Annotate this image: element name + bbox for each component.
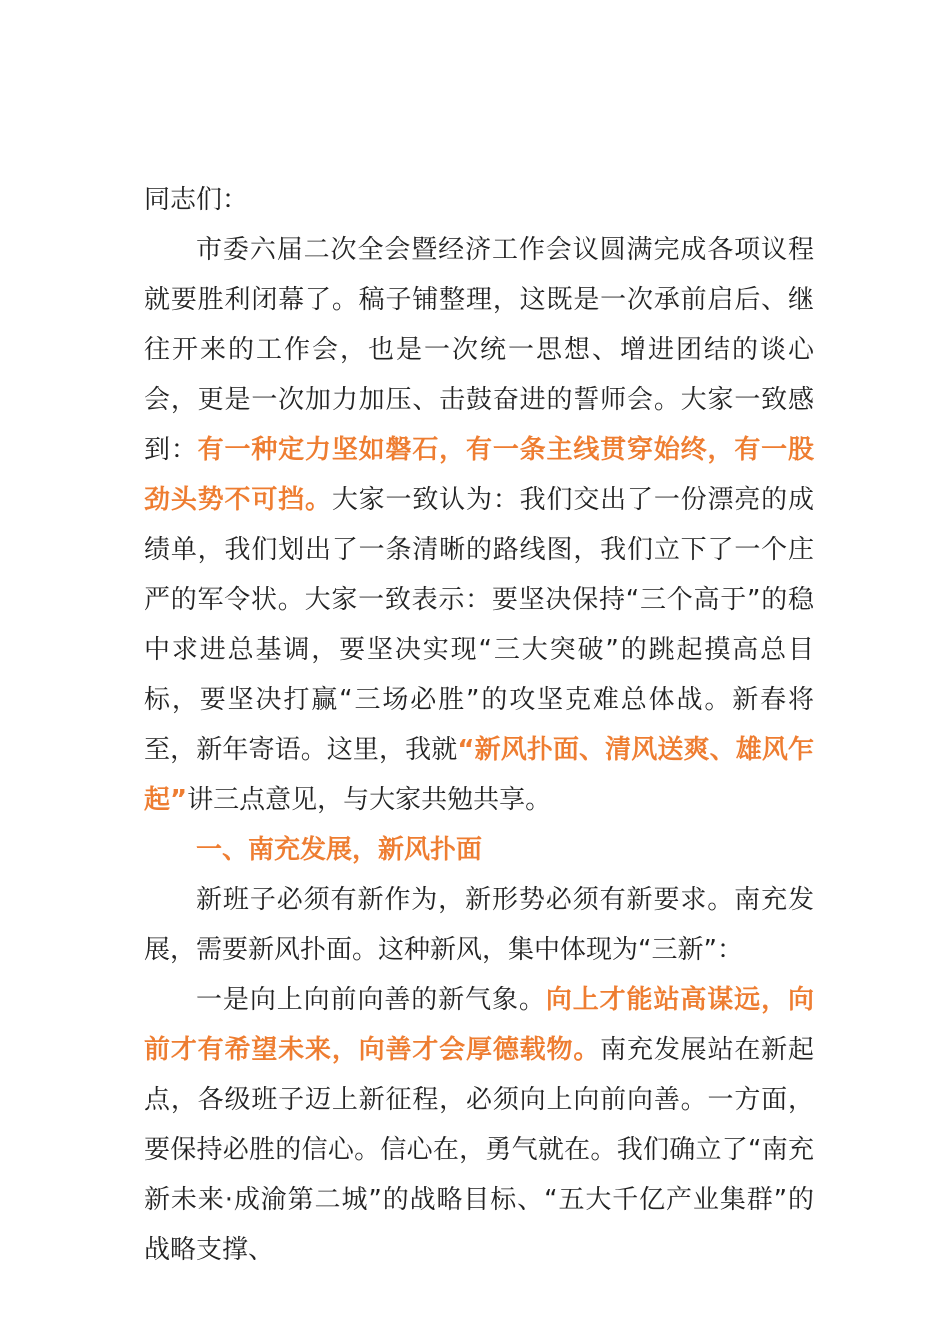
paragraph-text: 南充发展站在新起点，各级班子迈上新征程，必须向上向前向善。一方面，要保持必胜的信心。信心在，勇气就在。我们确立了“南充新未来·成渝第二城”的战略目标、“五大千亿产业集群”的战略支撑、 <box>144 1035 814 1265</box>
paragraph-new-team: 新班子必须有新作为，新形势必须有新要求。南充发展，需要新风扑面。这种新风，集中体现为“三新”： <box>144 885 814 965</box>
paragraph-text: 一是向上向前向善的新气象。 <box>196 985 546 1015</box>
highlight-text: 有一种定力坚如磐石，有一条主线贯穿始终，有一股劲头势不可挡。 <box>144 435 814 515</box>
highlight-text: “新风扑面、清风送爽、雄风乍起” <box>144 735 814 815</box>
paragraph-new-atmosphere <box>144 975 814 1275</box>
document-body <box>144 175 814 1275</box>
paragraph-text: 市委六届二次全会暨经济工作会议圆满完成各项议程就要胜利闭幕了。稿子铺整理，这既是一次承前启后、继往开来的工作会，也是一次统一思想、增进团结的谈心会，更是一次加力加压、击鼓奋进的誓师会。大家一致感到： <box>144 235 814 465</box>
salutation: 同志们： <box>144 185 249 215</box>
highlight-text: 向上才能站高谋远，向前才有希望未来，向善才会厚德载物。 <box>144 985 814 1065</box>
paragraph-text: 大家一致认为：我们交出了一份漂亮的成绩单，我们划出了一条清晰的路线图，我们立下了一个庄严的军令状。大家一致表示：要坚决保持“三个高于”的稳中求进总基调，要坚决实现“三大突破”的跳起摸高总目标，要坚决打赢“三场必胜”的攻坚克难总体战。新春将至，新年寄语。这里，我就 <box>144 485 814 765</box>
paragraph-opening <box>144 225 814 825</box>
section-heading: 一、南充发展，新风扑面 <box>196 835 483 865</box>
paragraph-text: 讲三点意见，与大家共勉共享。 <box>187 785 552 815</box>
